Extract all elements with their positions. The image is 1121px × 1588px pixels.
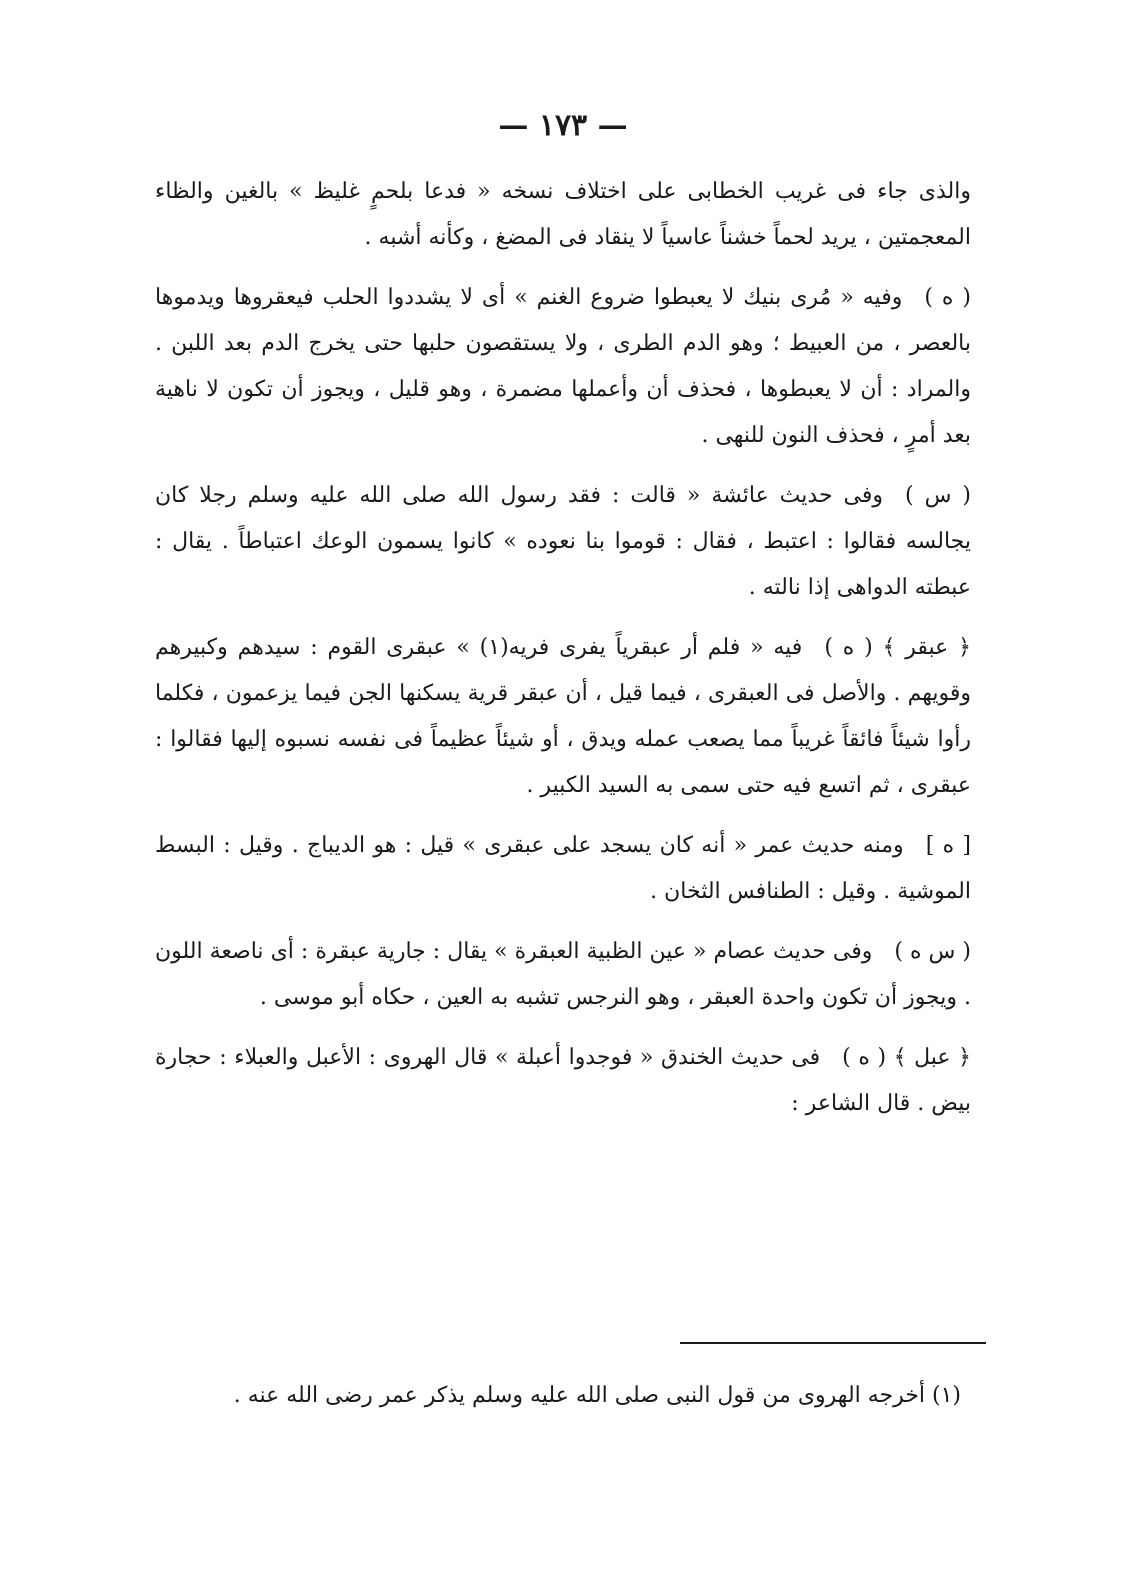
paragraph-text: وفى حديث عائشة « قالت : فقد رسول الله صلى الله عليه وسلم رجلا كان يجالسه فقالوا : اعتبط ، فقال : قوموا بنا نعوده » كانوا يسمون الوعك اعتباطاً . يقال : عبطته الدواهى إذا نالته . <box>155 483 971 600</box>
source-tag: ( س ) <box>905 483 971 508</box>
paragraph <box>155 1035 971 1127</box>
paragraph-text: وفى حديث عصام « عين الظبية العبقرة » يقال : جارية عبقرة : أى ناصعة اللون . ويجوز أن تكون واحدة العبقر ، وهو النرجس تشبه به العين ، حكاه أبو موسى . <box>155 939 971 1010</box>
page-number: — ١٧٣ — <box>498 108 628 143</box>
paragraph-text: فيه « فلم أر عبقرياً يفرى فريه(١) » عبقرى القوم : سيدهم وكبيرهم وقويهم . والأصل فى العبقرى ، فيما قيل ، أن عبقر قرية يسكنها الجن فيما يزعمون ، فكلما رأوا شيئاً فائقاً غريباً مما يصعب عمله ويدق ، أو شيئاً عظيماً فى نفسه نسبوه إليها فقالوا : عبقرى ، ثم اتسع فيه حتى سمى به السيد الكبير . <box>155 635 971 798</box>
paragraph <box>155 625 971 809</box>
paragraph-text: ومنه حديث عمر « أنه كان يسجد على عبقرى » قيل : هو الديباج . وقيل : البسط الموشية . وقيل : الطنافس الثخان . <box>155 833 971 904</box>
paragraph <box>155 169 971 261</box>
footnote-divider <box>680 1342 986 1344</box>
paragraph-text: والذى جاء فى غريب الخطابى على اختلاف نسخه « فدعا بلحمٍ غليظ » بالغين والظاء المعجمتين ، يريد لحماً خشناً عاسياً لا ينقاد فى المضغ ، وكأنه أشبه . <box>155 179 971 250</box>
paragraph <box>155 275 971 459</box>
source-tag: [ ه ] <box>925 833 971 858</box>
paragraph-text: وفيه « مُرى بنيك لا يعبطوا ضروع الغنم » أى لا يشددوا الحلب فيعقروها ويدموها بالعصر ، من العبيط ؛ وهو الدم الطرى ، ولا يستقصون حلبها حتى يخرج الدم بعد اللبن . والمراد : أن لا يعبطوها ، فحذف أن وأعملها مضمرة ، وهو قليل ، ويجوز أن تكون لا ناهية بعد أمرٍ ، فحذف النون للنهى . <box>155 285 971 448</box>
paragraph <box>155 929 971 1021</box>
page-body <box>155 169 971 1127</box>
source-tag: ( ه ) <box>924 285 971 310</box>
headword-tag: ﴿ عبقر ﴾ ( ه ) <box>824 635 971 660</box>
paragraph-text: فى حديث الخندق « فوجدوا أعبلة » قال الهروى : الأعبل والعبلاء : حجارة بيض . قال الشاعر : <box>155 1045 971 1116</box>
headword-tag: ﴿ عبل ﴾ ( ه ) <box>842 1045 971 1070</box>
source-tag: ( س ه ) <box>894 939 972 964</box>
footnote: (١) أخرجه الهروى من قول النبى صلى الله عليه وسلم يذكر عمر رضى الله عنه . <box>233 1383 961 1408</box>
paragraph <box>155 473 971 611</box>
paragraph <box>155 823 971 915</box>
